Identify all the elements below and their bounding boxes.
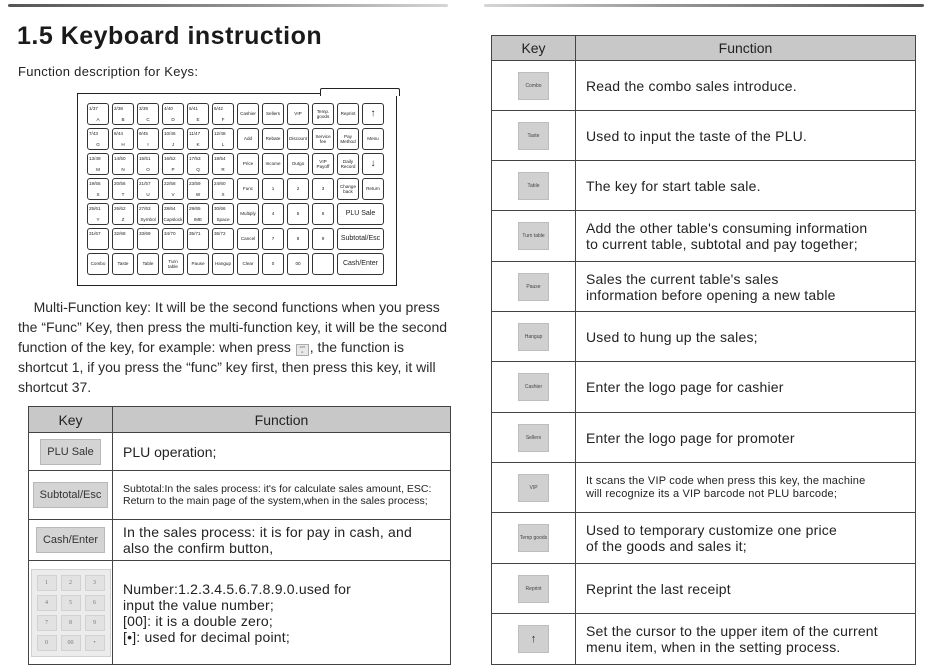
numpad-key: 8 [61, 615, 81, 631]
key-top-label: 33/69 [139, 231, 151, 236]
key-sub-label: I [147, 141, 149, 147]
numpad-key: 2 [61, 575, 81, 591]
keyboard-key-multifunction [187, 103, 209, 125]
table-header-row [29, 407, 451, 433]
key-top-label: 20/56 [114, 181, 126, 186]
keyboard-key: 2 [287, 178, 309, 200]
key-sub-label: S [96, 191, 100, 197]
up-arrow-key-icon: ↑ [518, 625, 549, 653]
table-row [29, 561, 451, 665]
keyboard-key: Return [362, 178, 384, 200]
key-top-label: 27/63 [139, 206, 151, 211]
keyboard-key-multifunction [162, 128, 184, 150]
function-cell [576, 262, 916, 312]
keyboard-key-multifunction [162, 178, 184, 200]
keyboard-key: Daily Record [337, 153, 359, 175]
keyboard-key: 00 [287, 253, 309, 275]
function-line: Add the other table's consuming information [586, 220, 868, 236]
function-cell: Enter the logo page for promoter [576, 413, 916, 463]
function-cell: In the sales process: it is for pay in cash, and also the confirm button, [113, 520, 451, 561]
table-row [29, 471, 451, 520]
key-top-label: 29/65 [189, 206, 201, 211]
keyboard-key: 6 [312, 203, 334, 225]
key-top-label: 13/49 [89, 156, 101, 161]
table-row [492, 161, 916, 211]
keyboard-key-multifunction [87, 128, 109, 150]
keyboard-key-multifunction [137, 228, 159, 250]
keyboard-key-multifunction [87, 103, 109, 125]
key-cell [492, 211, 576, 262]
keyboard-key-arrow-icon: ↑ [362, 103, 384, 125]
key-cell [29, 433, 113, 471]
section-subtitle: Function description for Keys: [18, 64, 199, 79]
keyboard-key-multifunction [212, 153, 234, 175]
function-line: [•]: used for decimal point; [123, 628, 290, 645]
function-cell: Read the combo sales introduce. [576, 61, 916, 111]
keyboard-key: Hangup [212, 253, 234, 275]
key-cell [492, 513, 576, 564]
key-top-label: 5/41 [189, 106, 198, 111]
multi-function-paragraph [18, 297, 450, 397]
table-row [492, 111, 916, 161]
keyboard-key-grid [87, 103, 384, 275]
paragraph-part-1: Multi-Function key: It will be the second functions when you press the “Func” Key, then press the multi-function key, it will be the second function of the key, for example: when press [18, 299, 448, 355]
keyboard-key: Multiply [237, 203, 259, 225]
function-cell [576, 211, 916, 262]
keyboard-key: Cashier [237, 103, 259, 125]
key-sub-label: A [96, 116, 100, 122]
key-top-label: 9/45 [139, 131, 148, 136]
numpad-key: 1 [37, 575, 57, 591]
key-button-image: Hangup [518, 323, 549, 351]
keyboard-key: Clear [237, 253, 259, 275]
header-key: Key [492, 36, 576, 61]
function-cell [576, 513, 916, 564]
key-top-label: 21/57 [139, 181, 151, 186]
numpad-key: 0 [37, 635, 57, 651]
keyboard-key: Income [262, 153, 284, 175]
keyboard-key: Subtotal/Esc [337, 228, 384, 250]
key-function-table-left [28, 406, 451, 665]
key-button-image: Reprint [518, 575, 549, 603]
key-sub-label: U [146, 191, 150, 197]
keyboard-key: 3 [312, 178, 334, 200]
key-cell [492, 61, 576, 111]
key-sub-label: Y [96, 216, 100, 222]
key-cell [492, 262, 576, 312]
key-top-label: 2/38 [114, 106, 123, 111]
keyboard-display-bump [320, 88, 400, 96]
key-sub-label: X [221, 191, 225, 197]
keyboard-key: Service fee [312, 128, 334, 150]
keyboard-key: 0 [262, 253, 284, 275]
numpad-key: 4 [37, 595, 57, 611]
numpad-key-image [31, 569, 111, 657]
key-top-label: 1/37 [89, 106, 98, 111]
function-line: information before opening a new table [586, 286, 836, 303]
table-row [492, 614, 916, 665]
section-title: 1.5 Keyboard instruction [17, 22, 323, 50]
key-sub-label: V [171, 191, 175, 197]
function-cell [113, 561, 451, 665]
key-top-label: 25/61 [89, 206, 101, 211]
function-line: input the value number; [123, 596, 274, 613]
keyboard-key: Func [237, 178, 259, 200]
key-sub-label: Symbol [140, 216, 156, 222]
key-sub-label: M [96, 166, 100, 172]
subtotal-esc-key: Subtotal/Esc [33, 482, 109, 508]
keyboard-key: Temp. goods [312, 103, 334, 125]
table-row [492, 312, 916, 362]
keyboard-key-multifunction [112, 203, 134, 225]
function-cell: Subtotal:In the sales process: it's for calculate sales amount, ESC: Return to the main page of the system,when in the sales process; [113, 471, 451, 520]
keyboard-key: Reprint [337, 103, 359, 125]
key-function-table-right [491, 35, 916, 665]
key-top-label: 15/51 [139, 156, 151, 161]
function-line: Set the cursor to the upper item of the current [586, 623, 878, 639]
keyboard-key [312, 253, 334, 275]
key-cell [492, 564, 576, 614]
top-rule-right [484, 4, 924, 7]
keyboard-key-multifunction [212, 228, 234, 250]
function-cell [576, 463, 916, 513]
keyboard-key-multifunction [162, 228, 184, 250]
keyboard-key: PLU Sale [337, 203, 384, 225]
key-sub-label: B [121, 116, 125, 122]
keyboard-key: Cancel [237, 228, 259, 250]
key-cell [492, 111, 576, 161]
key-cell [492, 312, 576, 362]
function-line: Used to temporary customize one price [586, 522, 837, 538]
function-line: to current table, subtotal and pay together; [586, 236, 858, 252]
keyboard-key: Combo [87, 253, 109, 275]
key-cell [492, 463, 576, 513]
table-row [492, 362, 916, 413]
keyboard-key: Outgo [287, 153, 309, 175]
table-row [492, 564, 916, 614]
header-key: Key [29, 407, 113, 433]
function-line: menu item, when in the setting process. [586, 639, 841, 655]
key-sub-label: C [146, 116, 150, 122]
keyboard-key: Menu [362, 128, 384, 150]
keyboard-key-multifunction [187, 203, 209, 225]
key-sub-label: H [121, 141, 125, 147]
key-top-label: 19/55 [89, 181, 101, 186]
keyboard-key-multifunction [187, 228, 209, 250]
key-button-image: Cashier [518, 373, 549, 401]
keyboard-key-multifunction [162, 103, 184, 125]
key-cell [29, 520, 113, 561]
keyboard-key: 7 [262, 228, 284, 250]
keyboard-key-multifunction [112, 103, 134, 125]
key-button-image: Taste [518, 122, 549, 150]
key-top-label: 3/39 [139, 106, 148, 111]
keyboard-key-multifunction [112, 153, 134, 175]
keyboard-key: 1 [262, 178, 284, 200]
keyboard-key-multifunction [112, 128, 134, 150]
key-top-label: 7/43 [89, 131, 98, 136]
key-sub-label: D [171, 116, 175, 122]
key-sub-label: J [171, 141, 175, 147]
plu-sale-key: PLU Sale [40, 439, 100, 465]
function-line: will recognize its a VIP barcode not PLU barcode; [586, 487, 838, 500]
keyboard-key: Cash/Enter [337, 253, 384, 275]
key-top-label: 14/50 [114, 156, 126, 161]
paragraph-part-2: , the function is shortcut 1, if you press the “func” key first, then press this key, it will shortcut 37. [18, 339, 436, 395]
keyboard-key-multifunction [137, 128, 159, 150]
keyboard-key: Change back [337, 178, 359, 200]
key-top-label: 32/68 [114, 231, 126, 236]
keyboard-key: Add [237, 128, 259, 150]
key-top-label: 30/66 [214, 206, 226, 211]
table-row [492, 413, 916, 463]
key-top-label: 28/64 [164, 206, 176, 211]
key-top-label: 22/58 [164, 181, 176, 186]
key-sub-label: Z [121, 216, 125, 222]
key-top-label: 31/67 [89, 231, 101, 236]
key-sub-label: F [221, 116, 225, 122]
key-top-label: 23/59 [189, 181, 201, 186]
key-button-image: Table [518, 172, 549, 200]
header-function: Function [113, 407, 451, 433]
keyboard-key-arrow-icon: ↓ [362, 153, 384, 175]
header-function: Function [576, 36, 916, 61]
table-row [492, 61, 916, 111]
table-row [29, 520, 451, 561]
keyboard-key-multifunction [212, 103, 234, 125]
keyboard-key: Pause [187, 253, 209, 275]
function-line: [00]: it is a double zero; [123, 612, 273, 629]
example-key-top: 1/37 [299, 345, 306, 349]
key-top-label: 11/47 [189, 131, 201, 136]
keyboard-key: Turn table [162, 253, 184, 275]
cash-enter-key: Cash/Enter [36, 527, 105, 553]
function-cell: Enter the logo page for cashier [576, 362, 916, 413]
key-top-label: 24/60 [214, 181, 226, 186]
function-cell: Reprint the last receipt [576, 564, 916, 614]
table-row [492, 262, 916, 312]
example-key-sub: A [301, 350, 304, 354]
key-top-label: 35/71 [189, 231, 201, 236]
key-sub-label: O [146, 166, 150, 172]
keyboard-key: Price [237, 153, 259, 175]
keyboard-key: 8 [287, 228, 309, 250]
function-cell: The key for start table sale. [576, 161, 916, 211]
numpad-key: • [85, 635, 105, 651]
keyboard-key-multifunction [137, 203, 159, 225]
key-button-image: Combo [518, 72, 549, 100]
keyboard-key-multifunction [87, 178, 109, 200]
function-cell [576, 614, 916, 665]
key-top-label: 8/44 [114, 131, 123, 136]
key-top-label: 16/52 [164, 156, 176, 161]
keyboard-key: Taste [112, 253, 134, 275]
keyboard-key: Table [137, 253, 159, 275]
key-button-image: Temp goods [518, 524, 549, 552]
table-row [29, 433, 451, 471]
keyboard-key: Rebate [262, 128, 284, 150]
key-sub-label: Capslock [163, 216, 183, 222]
function-line: Sales the current table's sales [586, 270, 779, 287]
table-header-row [492, 36, 916, 61]
key-sub-label: IME [193, 216, 203, 222]
keyboard-key-multifunction [87, 203, 109, 225]
keyboard-key: Discount [287, 128, 309, 150]
key-button-image: VIP [518, 474, 549, 502]
numpad-key: 00 [61, 635, 81, 651]
key-button-image: Pause [518, 273, 549, 301]
key-cell [492, 161, 576, 211]
keyboard-key: 5 [287, 203, 309, 225]
key-cell [492, 614, 576, 665]
numpad-key: 3 [85, 575, 105, 591]
key-top-label: 18/54 [214, 156, 226, 161]
function-cell: Used to hung up the sales; [576, 312, 916, 362]
key-cell [492, 413, 576, 463]
key-top-label: 10/46 [164, 131, 176, 136]
keyboard-key-multifunction [112, 178, 134, 200]
keyboard-key-multifunction [87, 153, 109, 175]
key-sub-label: L [221, 141, 225, 147]
keyboard-key-multifunction [137, 153, 159, 175]
keyboard-key-multifunction [162, 203, 184, 225]
keyboard-key: VIP [287, 103, 309, 125]
keyboard-key-multifunction [212, 178, 234, 200]
keyboard-key-multifunction [187, 128, 209, 150]
key-sub-label: E [196, 116, 200, 122]
key-sub-label: R [221, 166, 225, 172]
key-sub-label: Q [196, 166, 200, 172]
keyboard-key-multifunction [187, 178, 209, 200]
numpad-key: 6 [85, 595, 105, 611]
numpad-key: 9 [85, 615, 105, 631]
keyboard-key-multifunction [112, 228, 134, 250]
keyboard-key: Pay Method [337, 128, 359, 150]
function-line: of the goods and sales it; [586, 538, 747, 554]
function-line: Number:1.2.3.4.5.6.7.8.9.0.used for [123, 580, 352, 597]
key-top-label: 34/70 [164, 231, 176, 236]
table-row [492, 211, 916, 262]
key-sub-label: K [196, 141, 200, 147]
key-sub-label: P [171, 166, 175, 172]
key-button-image: Sellers [518, 424, 549, 452]
top-rule-left [8, 4, 448, 7]
key-cell [29, 471, 113, 520]
keyboard-key: 4 [262, 203, 284, 225]
example-key-icon [296, 344, 309, 356]
key-sub-label: T [121, 191, 125, 197]
key-cell [29, 561, 113, 665]
keyboard-key-multifunction [137, 103, 159, 125]
numpad-key: 5 [61, 595, 81, 611]
key-sub-label: G [96, 141, 100, 147]
keyboard-key: VIP Payoff [312, 153, 334, 175]
function-line: It scans the VIP code when press this key, the machine [586, 474, 866, 487]
key-button-image: Turn table [518, 222, 549, 250]
key-cell [492, 362, 576, 413]
keyboard-key: 9 [312, 228, 334, 250]
function-cell: Used to input the taste of the PLU. [576, 111, 916, 161]
table-row [492, 513, 916, 564]
key-sub-label: Space [216, 216, 230, 222]
numpad-key: 7 [37, 615, 57, 631]
keyboard-key-multifunction [87, 228, 109, 250]
key-top-label: 6/42 [214, 106, 223, 111]
table-row [492, 463, 916, 513]
key-top-label: 26/62 [114, 206, 126, 211]
key-sub-label: W [195, 191, 201, 197]
keyboard-key-multifunction [187, 153, 209, 175]
key-top-label: 36/72 [214, 231, 226, 236]
keyboard-diagram [77, 93, 397, 286]
key-top-label: 17/53 [189, 156, 201, 161]
key-top-label: 4/40 [164, 106, 173, 111]
key-sub-label: N [121, 166, 125, 172]
keyboard-key: Sellers [262, 103, 284, 125]
keyboard-key-multifunction [212, 203, 234, 225]
key-top-label: 12/48 [214, 131, 226, 136]
keyboard-key-multifunction [137, 178, 159, 200]
function-cell: PLU operation; [113, 433, 451, 471]
keyboard-key-multifunction [212, 128, 234, 150]
keyboard-key-multifunction [162, 153, 184, 175]
